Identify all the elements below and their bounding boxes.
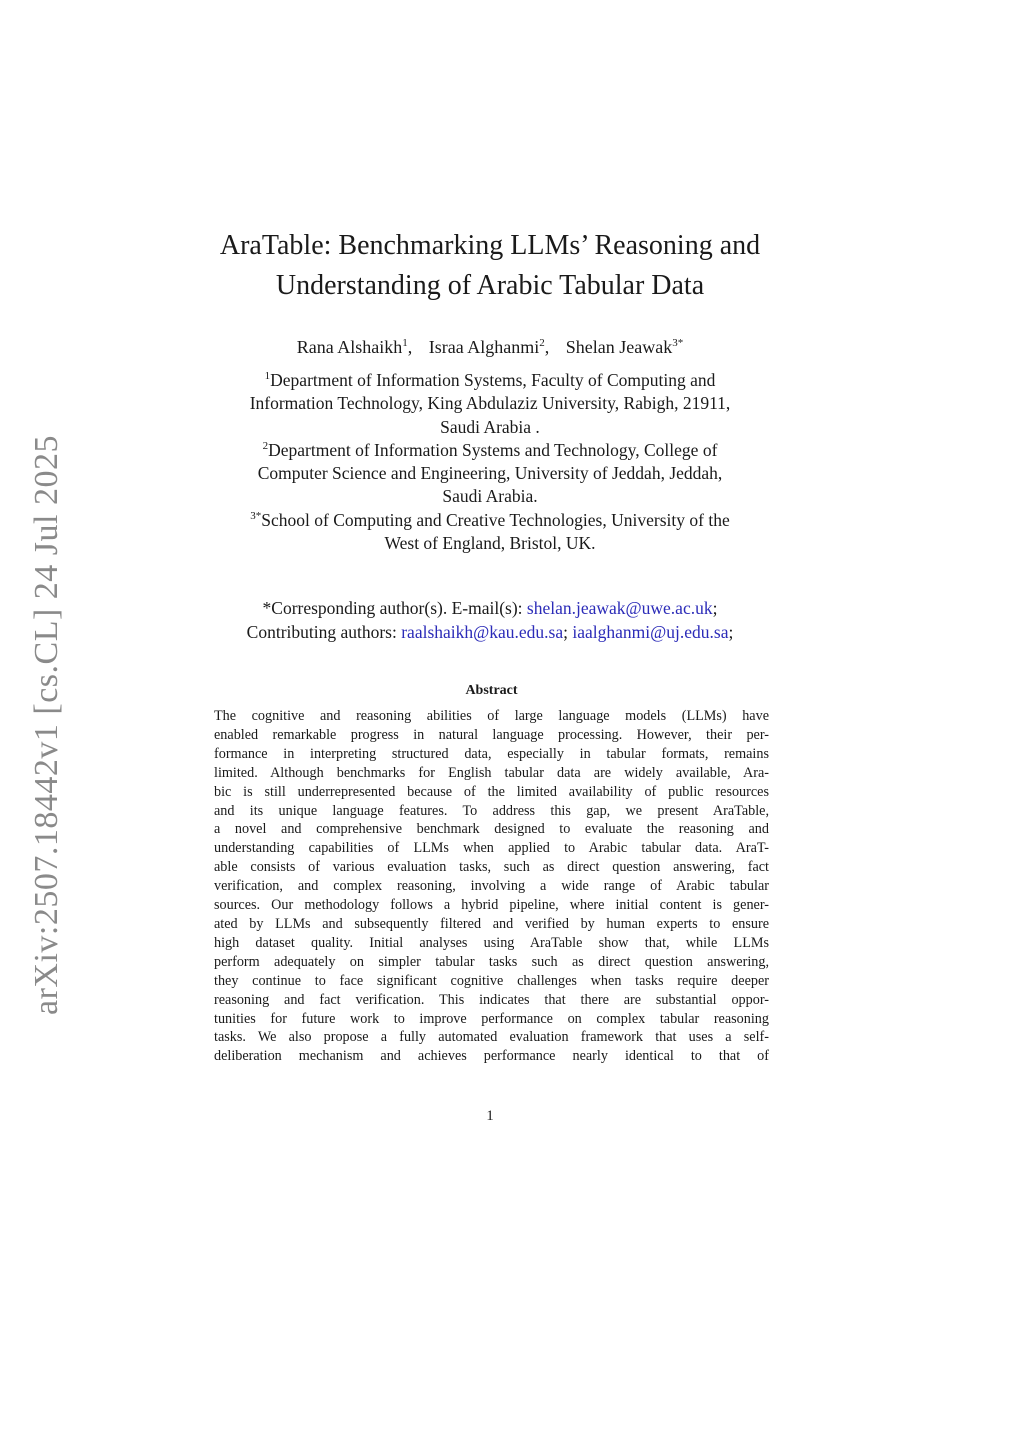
page-number: 1 [486,1108,494,1124]
corresponding-author-line [150,596,830,620]
affiliation-mark: 3* [250,509,262,522]
contributing-authors-line [150,620,830,644]
title-line-1: AraTable: Benchmarking LLMs’ Reasoning and [219,230,761,261]
abstract-line: they continue to face significant cognitive challenges when tasks require deeper [214,972,769,989]
abstract-line: understanding capabilities of LLMs when applied to Arabic tabular data. AraT- [214,840,769,857]
abstract-line: a novel and comprehensive benchmark designed to evaluate the reasoning and [214,821,769,838]
contributing-label: Contributing authors: [246,622,402,642]
affiliation-line [170,439,810,462]
contributing-email-link-1[interactable]: raalshaikh@kau.edu.sa [401,622,564,642]
abstract-heading: Abstract [465,683,518,698]
affiliation-3 [170,509,810,556]
title-line-2: Understanding of Arabic Tabular Data [275,270,705,301]
author-affiliation-mark: 1 [402,337,408,349]
affiliation-line [170,369,810,392]
abstract-line: tasks. We also propose a fully automated evaluation framework that uses a self- [214,1029,769,1046]
author-name: Rana Alshaikh [296,337,403,357]
abstract-line: verification, and complex reasoning, involving a wide range of Arabic tabular [214,878,769,895]
paper-title [180,226,800,306]
author-3 [566,337,683,357]
arxiv-identifier-stamp: arXiv:2507.18442v1 [cs.CL] 24 Jul 2025 [28,435,65,1015]
correspondence-block [150,596,830,644]
affiliation-text: School of Computing and Creative Technologies, University of the [261,509,730,530]
abstract-line: ated by LLMs and subsequently filtered and verified by human experts to ensure [214,915,769,932]
author-name: Shelan Jeawak [565,337,673,357]
abstract-body [214,707,769,1066]
author-affiliation-mark: 3* [672,337,684,349]
abstract-line: bic is still underrepresented because of the limited availability of public resources [214,783,769,800]
affiliation-line: Saudi Arabia. [442,486,538,507]
separator: ; [712,598,718,618]
author-name: Israa Alghanmi [428,337,540,357]
corresponding-label: *Corresponding author(s). E-mail(s): [262,598,527,618]
author-2: Israa Alghanmi$^2$, [428,337,550,357]
affiliation-line: West of England, Bristol, UK. [384,533,596,554]
contributing-email-link-2[interactable]: iaalghanmi@uj.edu.sa [572,622,729,642]
author-list [150,334,830,360]
abstract-line: tunities for future work to improve performance on complex tabular reasoning [214,1010,769,1027]
separator: ; [563,622,569,642]
abstract-line: perform adequately on simpler tabular tasks such as direct question answering, [214,953,769,970]
affiliation-line [170,509,810,532]
affiliation-mark: 1 [264,370,271,382]
corresponding-email-link[interactable]: shelan.jeawak@uwe.ac.uk [526,598,713,618]
abstract-line: limited. Although benchmarks for English tabular data are widely available, Ara- [214,764,769,781]
affiliation-mark: 2 [262,439,269,452]
affiliation-1 [170,369,810,439]
abstract-line: enabled remarkable progress in natural language processing. However, their per- [214,726,769,743]
affiliation-line: Saudi Arabia . [440,416,540,437]
separator: ; [728,622,734,642]
affiliation-2 [170,439,810,509]
abstract-line: formance in interpreting structured data, especially in tabular formats, remains [214,745,769,762]
affiliation-list [170,369,810,555]
affiliation-line: Information Technology, King Abdulaziz University, Rabigh, 21911, [249,393,731,414]
affiliation-line: Computer Science and Engineering, University of Jeddah, Jeddah, [257,463,723,484]
abstract-line: The cognitive and reasoning abilities of large language models (LLMs) have [214,708,769,724]
affiliation-text: Department of Information Systems and Technology, College of [268,439,718,460]
abstract-line: and its unique language features. To address this gap, we present AraTable, [214,802,769,819]
author-affiliation-mark: 2 [539,337,545,349]
abstract-line: sources. Our methodology follows a hybrid pipeline, where initial content is gener- [214,897,769,914]
abstract-line: deliberation mechanism and achieves performance nearly identical to that of [214,1048,769,1065]
affiliation-text: Department of Information Systems, Faculty of Computing and [270,370,716,390]
author-1: Rana Alshaikh$^1$, [296,337,413,357]
abstract-line: able consists of various evaluation tasks, such as direct question answering, fact [214,859,769,876]
abstract-line: reasoning and fact verification. This indicates that there are substantial oppor- [214,991,769,1008]
abstract-line: high dataset quality. Initial analyses using AraTable show that, while LLMs [214,934,769,951]
